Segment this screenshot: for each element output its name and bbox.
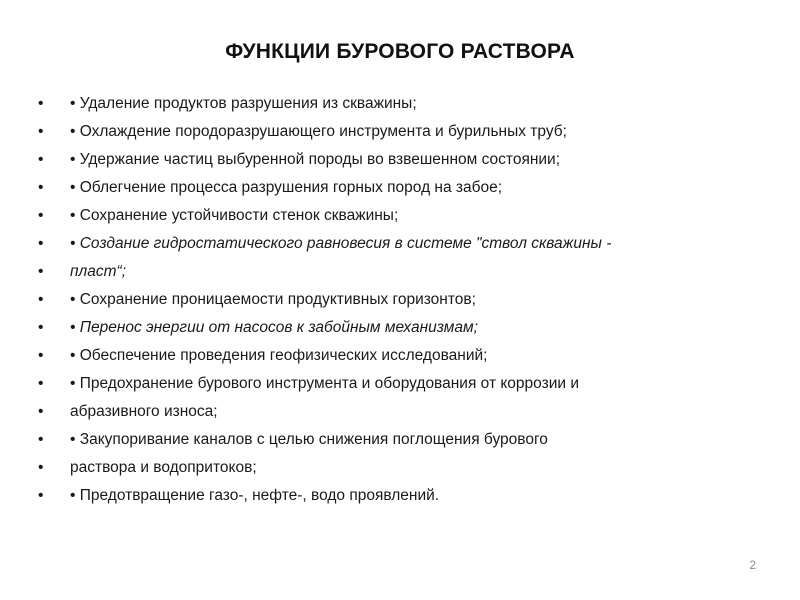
bullet-marker: • [38,375,44,392]
list-item [38,92,758,115]
list-item-text: • Предотвращение газо-, нефте-, водо проявлений. [70,487,440,504]
list-item-text: • Обеспечение проведения геофизических исследований; [70,347,488,364]
bullet-marker: • [38,95,44,112]
list-item [38,204,758,227]
list-item [38,344,758,367]
bullet-marker: • [38,319,44,336]
list-item-text: • Охлаждение породоразрушающего инструмента и бурильных труб; [70,123,567,140]
list-item [38,484,758,507]
list-item [38,148,758,171]
bullet-marker: • [38,123,44,140]
bullet-marker: • [38,487,44,504]
bullet-marker: • [38,459,44,476]
list-item-text: • Создание гидростатического равновесия в системе "ствол скважины - [70,235,612,252]
list-item-text: • Удаление продуктов разрушения из скважины; [70,95,417,112]
list-item [38,260,758,283]
list-item-text: пласт“; [70,263,127,280]
list-item [38,400,758,423]
list-item-text: • Закупоривание каналов с целью снижения поглощения бурового [70,431,548,448]
page-number: 2 [749,558,756,572]
list-item-text: • Предохранение бурового инструмента и оборудования от коррозии и [70,375,579,392]
slide-title: ФУНКЦИИ БУРОВОГО РАСТВОРА [225,40,575,63]
bullet-marker: • [38,291,44,308]
list-item-text: • Облегчение процесса разрушения горных пород на забое; [70,179,503,196]
list-item [38,232,758,255]
bullet-marker: • [38,151,44,168]
list-item [38,288,758,311]
list-item-text: раствора и водопритоков; [70,459,257,476]
bullet-marker: • [38,207,44,224]
bullet-marker: • [38,263,44,280]
list-item [38,372,758,395]
bullet-list [38,92,758,512]
list-item-text: • Сохранение проницаемости продуктивных горизонтов; [70,291,476,308]
list-item [38,176,758,199]
list-item [38,456,758,479]
bullet-marker: • [38,403,44,420]
bullet-marker: • [38,431,44,448]
list-item-text: абразивного износа; [70,403,218,420]
list-item [38,428,758,451]
list-item-text: • Сохранение устойчивости стенок скважины; [70,207,399,224]
list-item-text: • Удержание частиц выбуренной породы во взвешенном состоянии; [70,151,561,168]
bullet-marker: • [38,179,44,196]
list-item [38,120,758,143]
list-item-text: • Перенос энергии от насосов к забойным механизмам; [70,319,478,336]
list-item [38,316,758,339]
bullet-marker: • [38,347,44,364]
bullet-marker: • [38,235,44,252]
